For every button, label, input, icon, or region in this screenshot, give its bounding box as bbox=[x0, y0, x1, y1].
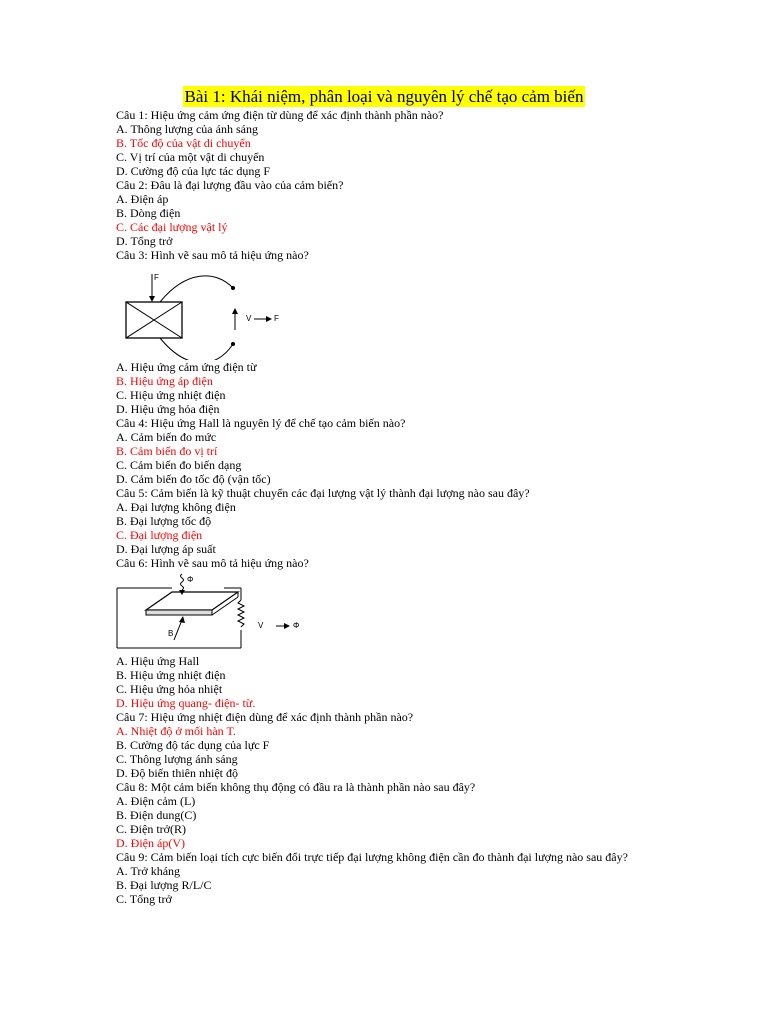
q9-option-b: B. Đại lượng R/L/C bbox=[116, 878, 212, 892]
plate-top bbox=[146, 592, 238, 610]
q5-option-c-answer: C. Đại lượng điện bbox=[116, 528, 203, 542]
q4-option-b-answer: B. Cảm biến đo vị trí bbox=[116, 444, 218, 458]
question-7: Câu 7: Hiệu ứng nhiệt điện dùng để xác định thành phần nào? bbox=[116, 710, 414, 724]
photo-electro-magnetic-diagram bbox=[116, 570, 316, 654]
b-field-arrow-head bbox=[179, 616, 185, 623]
q5-option-d: D. Đại lượng áp suất bbox=[116, 542, 216, 556]
fig6-v-label: V bbox=[258, 621, 264, 630]
q3-option-d: D. Hiệu ứng hỏa điện bbox=[116, 402, 220, 416]
q7-option-c: C. Thông lượng ánh sáng bbox=[116, 752, 238, 766]
v-to-phi-arrow-head bbox=[284, 623, 290, 629]
fig3-v-label: V bbox=[246, 314, 252, 323]
fig6-phi-label: Φ bbox=[187, 575, 194, 584]
page-title: Bài 1: Khái niệm, phân loại và nguyên lý chế tạo cảm biến bbox=[184, 87, 584, 106]
q6-option-b: B. Hiệu ứng nhiệt điện bbox=[116, 668, 226, 682]
v-to-f-arrow-head bbox=[266, 316, 272, 322]
plate-side bbox=[146, 610, 212, 615]
q7-option-a-answer: A. Nhiệt độ ở mối hàn T. bbox=[116, 724, 236, 738]
question-5: Câu 5: Cảm biến là kỹ thuật chuyển các đại lượng vật lý thành đại lượng nào sau đây? bbox=[116, 486, 530, 500]
resistor bbox=[238, 600, 244, 627]
q4-option-c: C. Cảm biến đo biến dạng bbox=[116, 458, 242, 472]
q7-option-b: B. Cường độ tác dụng của lực F bbox=[116, 738, 270, 752]
q8-option-b: B. Điện dung(C) bbox=[116, 808, 197, 822]
question-4: Câu 4: Hiệu ứng Hall là nguyên lý để chế tạo cảm biến nào? bbox=[116, 416, 406, 430]
q6-figure bbox=[116, 570, 676, 654]
piezo-diagram bbox=[116, 262, 316, 360]
question-1: Câu 1: Hiệu ứng cảm ứng điện từ dùng để xác định thành phần nào? bbox=[116, 108, 444, 122]
q6-option-c: C. Hiệu ứng hỏa nhiệt bbox=[116, 682, 223, 696]
fig3-f-label: F bbox=[274, 314, 279, 323]
fig3-force-label: F bbox=[154, 273, 159, 282]
q2-option-a: A. Điện áp bbox=[116, 192, 169, 206]
voltage-arrow-head bbox=[232, 308, 238, 314]
q5-option-b: B. Đại lượng tốc độ bbox=[116, 514, 212, 528]
fig6-phi2-label: Φ bbox=[293, 621, 300, 630]
q8-option-d-answer: D. Điện áp(V) bbox=[116, 836, 185, 850]
light-wave bbox=[181, 574, 184, 590]
q1-option-a: A. Thông lượng của ánh sáng bbox=[116, 122, 258, 136]
q2-option-b: B. Dòng điện bbox=[116, 206, 181, 220]
plate-edge bbox=[212, 597, 238, 615]
q5-option-a: A. Đại lượng không điện bbox=[116, 500, 236, 514]
q7-option-d: D. Độ biến thiên nhiệt độ bbox=[116, 766, 238, 780]
title-wrap bbox=[0, 86, 768, 107]
q2-option-d: D. Tổng trở bbox=[116, 234, 173, 248]
q3-figure bbox=[116, 262, 676, 360]
question-list bbox=[116, 108, 676, 906]
q9-option-a: A. Trở kháng bbox=[116, 864, 181, 878]
q6-option-d-answer: D. Hiệu ứng quang- điện- từ. bbox=[116, 696, 256, 710]
question-3: Câu 3: Hình vẽ sau mô tả hiệu ứng nào? bbox=[116, 248, 309, 262]
q6-option-a: A. Hiệu ứng Hall bbox=[116, 654, 200, 668]
terminal-top bbox=[231, 286, 235, 290]
q9-option-c: C. Tổng trở bbox=[116, 892, 172, 906]
q3-option-c: C. Hiệu ứng nhiệt điện bbox=[116, 388, 226, 402]
q4-option-d: D. Cảm biến đo tốc độ (vận tốc) bbox=[116, 472, 271, 486]
q1-option-c: C. Vị trí của một vật di chuyển bbox=[116, 150, 265, 164]
q2-option-c-answer: C. Các đại lượng vật lý bbox=[116, 220, 228, 234]
lower-wire bbox=[160, 338, 233, 360]
q3-option-a: A. Hiệu ứng cảm ứng điện từ bbox=[116, 360, 257, 374]
b-field-arrow bbox=[174, 620, 182, 640]
question-9: Câu 9: Cảm biến loại tích cực biến đổi trực tiếp đại lượng không điện cần đo thành đại lượng nào sau đây? bbox=[116, 850, 628, 864]
question-8: Câu 8: Một cảm biến không thụ động có đầu ra là thành phần nào sau đây? bbox=[116, 780, 476, 794]
q8-option-a: A. Điện cảm (L) bbox=[116, 794, 196, 808]
question-2: Câu 2: Đâu là đại lượng đầu vào của cảm biến? bbox=[116, 178, 344, 192]
force-arrow-head bbox=[149, 296, 155, 302]
terminal-bottom bbox=[231, 342, 235, 346]
question-6: Câu 6: Hình vẽ sau mô tả hiệu ứng nào? bbox=[116, 556, 309, 570]
q4-option-a: A. Cảm biến đo mức bbox=[116, 430, 217, 444]
upper-wire bbox=[160, 276, 233, 302]
q3-option-b-answer: B. Hiệu ứng áp điện bbox=[116, 374, 213, 388]
q1-option-d: D. Cường độ của lực tác dụng F bbox=[116, 164, 270, 178]
fig6-b-label: B bbox=[168, 629, 174, 638]
q8-option-c: C. Điện trở(R) bbox=[116, 822, 187, 836]
q1-option-b-answer: B. Tốc độ của vật di chuyển bbox=[116, 136, 251, 150]
